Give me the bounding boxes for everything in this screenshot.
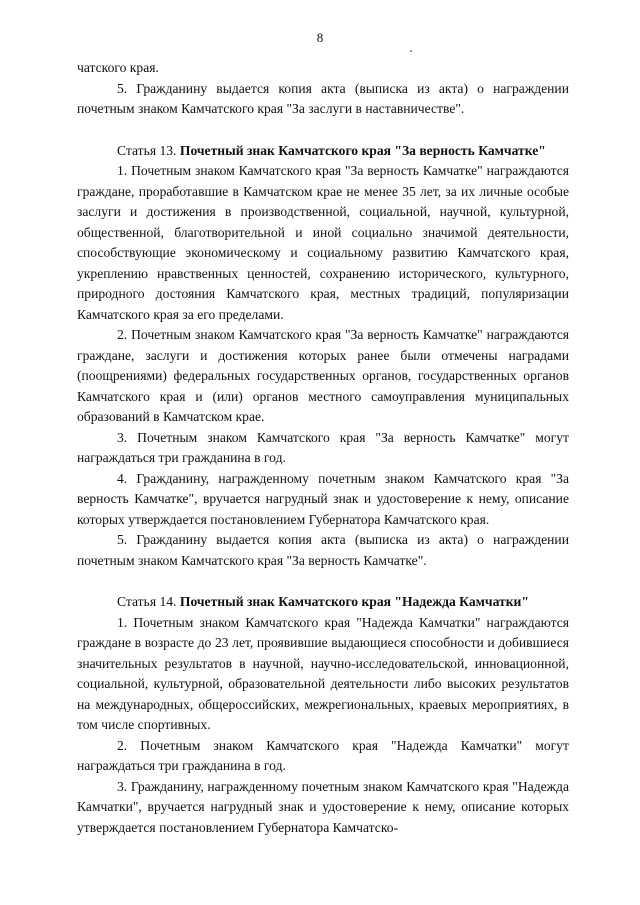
article-13-paragraph: 3. Почетным знаком Камчатского края "За верность Камчатке" могут награждаться три гражданина в год. (77, 429, 569, 465)
page-number: 8 (316, 30, 324, 45)
scan-speck (410, 50, 412, 52)
article-13-paragraph: 1. Почетным знаком Камчатского края "За верность Камчатке" награждаются граждане, проработавшие в Камчатском крае не менее 35 лет, за их личные особые заслуги и достижения в производственной, социальной, научной, культурной, общественной, благотворительной и иной социально значимой деятельности, способствующие экономическому и социальному развитию Камчатского края, укреплению нравственных ценностей, сохранению исторического, культурного, природного достояния Камчатского края, местных традиций, популяризации Камчатского края за его пределами. (77, 163, 569, 322)
article-14-prefix: Статья 14. (117, 594, 177, 609)
article-13-title: Почетный знак Камчатского края "За верность Камчатке" (179, 142, 546, 158)
article-13-heading (77, 141, 569, 162)
document-body (77, 58, 569, 838)
paragraph-continuation: чатского края. (77, 60, 159, 75)
article-14-paragraph: 2. Почетным знаком Камчатского края "Надежда Камчатки" могут награждаться три гражданина в год. (77, 737, 569, 773)
article-13-paragraph: 5. Гражданину выдается копия акта (выписка из акта) о награждении почетным знаком Камчатского края "За верность Камчатке". (77, 532, 569, 568)
article-14-heading (77, 592, 569, 613)
article-14-paragraph: 1. Почетным знаком Камчатского края "Надежда Камчатки" награждаются граждане в возрасте до 23 лет, проявившие выдающиеся способности и добившиеся значительных результатов в научной, научно-исследовательской, инновационной, социальной, культурной, образовательной деятельности либо высоких результатов на международных, общероссийских, межрегиональных, краевых мероприятиях, в том числе спортивных. (77, 614, 569, 732)
article-14-title: Почетный знак Камчатского края "Надежда Камчатки" (179, 594, 529, 609)
paragraph: 5. Гражданину выдается копия акта (выписка из акта) о награждении почетным знаком Камчатского края "За заслуги в наставничестве". (77, 80, 569, 116)
article-14-paragraph: 3. Гражданину, награжденному почетным знаком Камчатского края "Надежда Камчатки", вручается нагрудный знак и удостоверение к нему, описание которых утверждается постановлением Губернатора Камчатско- (77, 778, 569, 835)
article-13-paragraph: 4. Гражданину, награжденному почетным знаком Камчатского края "За верность Камчатке", вручается нагрудный знак и удостоверение к нему, описание которых утверждается постановлением Губернатора Камчатского края. (77, 470, 569, 527)
article-13-paragraph: 2. Почетным знаком Камчатского края "За верность Камчатке" награждаются граждане, заслуги и достижения которых ранее были отмечены наградами (поощрениями) федеральных государственных органов, государственных органов Камчатского края и (или) органов местного самоуправления муниципальных образований в Камчатском крае. (77, 327, 569, 424)
article-13-prefix: Статья 13. (117, 142, 177, 158)
